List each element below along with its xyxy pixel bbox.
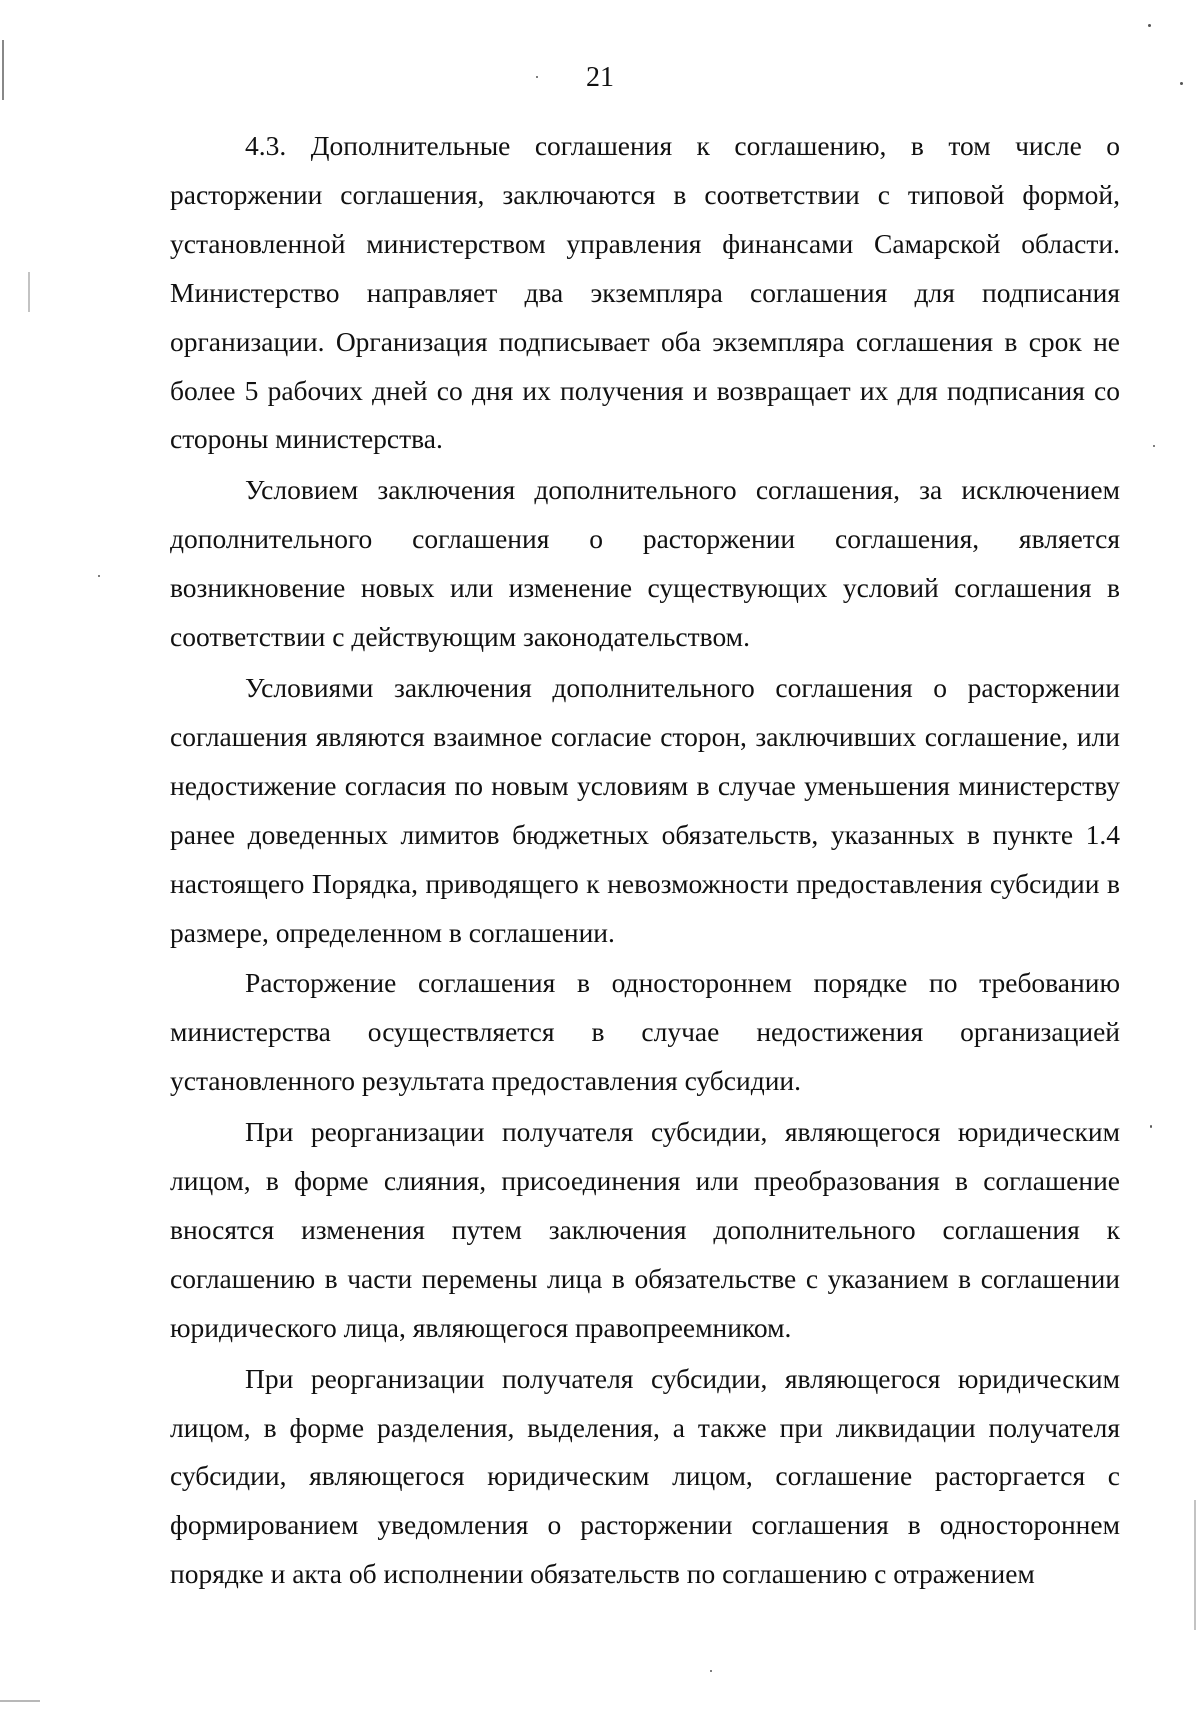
scan-speck bbox=[1150, 1125, 1152, 1128]
scan-edge-mark bbox=[28, 272, 30, 312]
scan-edge-mark bbox=[1194, 1500, 1196, 1630]
scan-speck bbox=[98, 575, 100, 577]
paragraph-reorganization-merger: При реорганизации получателя субсидии, являющегося юридическим лицом, в форме слияния, присоединения или преобразования в соглашение вносятся изменения путем заключения дополнительного соглашения к соглашению в части перемены лица в обязательстве с указанием в соглашении юридического лица, являющегося правопреемником. bbox=[170, 1116, 1120, 1343]
scan-speck bbox=[536, 76, 538, 78]
scan-speck bbox=[1153, 445, 1155, 447]
scan-speck bbox=[1180, 82, 1183, 85]
paragraph-unilateral-termination: Расторжение соглашения в одностороннем порядке по требованию министерства осуществляется в случае недостижения организацией установленного результата предоставления субсидии. bbox=[170, 967, 1120, 1097]
paragraph-additional-agreement-conditions: Условием заключения дополнительного соглашения, за исключением дополнительного соглашения о расторжении соглашения, является возникновение новых или изменение существующих условий соглашения в соответствии с действующим законодательством. bbox=[170, 474, 1120, 653]
paragraph-reorganization-division: При реорганизации получателя субсидии, являющегося юридическим лицом, в форме разделения, выделения, а также при ликвидации получателя субсидии, являющегося юридическим лицом, соглашение расторгается с формированием уведомления о расторжении соглашения в одностороннем порядке и акта об исполнении обязательств по соглашению с отражением bbox=[170, 1362, 1120, 1590]
scan-edge-mark bbox=[2, 40, 4, 100]
scan-edge-mark bbox=[0, 1700, 40, 1702]
scan-speck bbox=[710, 1670, 712, 1672]
paragraph-4-3: 4.3. Дополнительные соглашения к соглашению, в том числе о расторжении соглашения, заключаются в соответствии с типовой формой, установленной министерством управления финансами Самарской области. Министерство направляет два экземпляра соглашения для подписания организации. Организация подписывает оба экземпляра соглашения в срок не более 5 рабочих дней со дня их получения и возвращает их для подписания со стороны министерства. bbox=[170, 130, 1120, 455]
paragraph-termination-conditions: Условиями заключения дополнительного соглашения о расторжении соглашения являются взаимное согласие сторон, заключивших соглашение, или недостижение согласия по новым условиям в случае уменьшения министерству ранее доведенных лимитов бюджетных обязательств, указанных в пункте 1.4 настоящего Порядка, приводящего к невозможности предоставления субсидии в размере, определенном в соглашении. bbox=[170, 671, 1120, 948]
document-body bbox=[170, 120, 1120, 1599]
scan-speck bbox=[1148, 24, 1151, 27]
page-number: 21 bbox=[586, 62, 614, 93]
